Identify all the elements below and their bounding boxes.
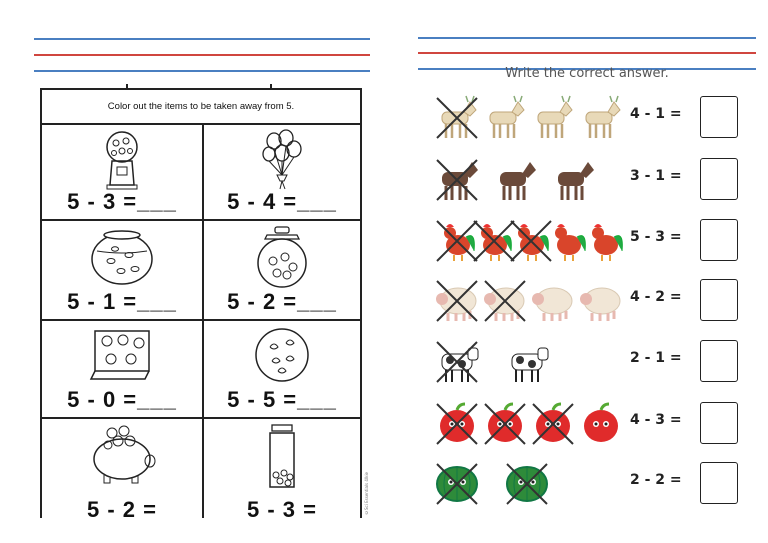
problem-cell (42, 321, 204, 419)
header-rule-red (34, 54, 370, 56)
answer-box[interactable] (700, 402, 738, 444)
worksheet-instruction: Write the correct answer. (505, 66, 669, 81)
equation-text: 4 - 3 = (630, 412, 682, 428)
answer-box[interactable] (700, 462, 738, 504)
cross-out-icon (483, 402, 527, 446)
problem-grid (42, 125, 360, 518)
problem-cell (204, 221, 360, 321)
problem-row (434, 213, 754, 267)
problem-cell (42, 221, 204, 321)
equation-text: 5 - 0 =___ (67, 387, 177, 412)
picture-group (434, 273, 624, 327)
picture-group (434, 396, 624, 450)
picture-group (434, 213, 624, 267)
fishbowl-icon (87, 225, 157, 287)
credit-text: ©Sci Essentials 4Ikie (364, 471, 369, 515)
apple-icon (578, 400, 624, 446)
cookie-jar-icon (255, 225, 309, 289)
cross-out-icon (435, 462, 479, 506)
cow-icon (504, 338, 550, 384)
picture-group (434, 334, 624, 388)
rooster-icon (582, 217, 628, 263)
header-rule-red (418, 52, 756, 54)
cookie-box-icon (87, 325, 157, 385)
answer-box[interactable] (700, 279, 738, 321)
problem-cell (204, 419, 360, 518)
problem-cell (42, 419, 204, 518)
cross-out-icon (435, 279, 479, 323)
equation-text: 3 - 1 = (630, 168, 682, 184)
horse-icon (492, 156, 538, 202)
equation-text: 2 - 1 = (630, 350, 682, 366)
picture-group (434, 456, 624, 510)
worksheet-instruction: Color out the items to be taken away from 5. (42, 90, 360, 125)
equation-text: 2 - 2 = (630, 472, 682, 488)
cross-out-icon (435, 158, 479, 202)
sheep-icon (578, 277, 624, 323)
problem-row (434, 456, 754, 510)
cross-out-icon (531, 402, 575, 446)
cross-out-icon (435, 402, 479, 446)
candy-jar-icon (262, 423, 302, 491)
cross-out-icon (435, 340, 479, 384)
problem-cell (42, 125, 204, 221)
problem-row (434, 90, 754, 144)
equation-text: 5 - 2 =___ (227, 289, 337, 314)
problem-row (434, 334, 754, 388)
equation-text: 5 - 4 =___ (227, 189, 337, 214)
equation-text: 4 - 2 = (630, 289, 682, 305)
cross-out-icon (505, 462, 549, 506)
equation-text: 5 - 2 = (87, 497, 157, 518)
answer-box[interactable] (700, 219, 738, 261)
equation-text: 5 - 3 = (630, 229, 682, 245)
cross-out-icon (435, 96, 479, 140)
equation-text: 4 - 1 = (630, 106, 682, 122)
header-rule-blue (34, 38, 370, 40)
goat-icon (530, 94, 576, 140)
problem-row (434, 152, 754, 206)
header-rule-blue (34, 70, 370, 72)
equation-text: 5 - 5 =___ (227, 387, 337, 412)
cross-out-icon (483, 279, 527, 323)
answer-box[interactable] (700, 96, 738, 138)
header-rule-blue (418, 37, 756, 39)
picture-group (434, 152, 624, 206)
problem-cell (204, 125, 360, 221)
horse-icon (550, 156, 596, 202)
equation-text: 5 - 3 = (247, 497, 317, 518)
ducks-circle-icon (252, 325, 312, 385)
balloons-icon (260, 129, 304, 191)
goat-icon (578, 94, 624, 140)
piggy-bank-icon (82, 423, 162, 489)
gumball-machine-icon (102, 129, 142, 191)
problem-row (434, 273, 754, 327)
left-worksheet (40, 88, 362, 518)
picture-group (434, 90, 624, 144)
equation-text: 5 - 1 =___ (67, 289, 177, 314)
goat-icon (482, 94, 528, 140)
equation-text: 5 - 3 =___ (67, 189, 177, 214)
answer-box[interactable] (700, 158, 738, 200)
sheep-icon (530, 277, 576, 323)
answer-box[interactable] (700, 340, 738, 382)
problem-row (434, 396, 754, 450)
problem-cell (204, 321, 360, 419)
